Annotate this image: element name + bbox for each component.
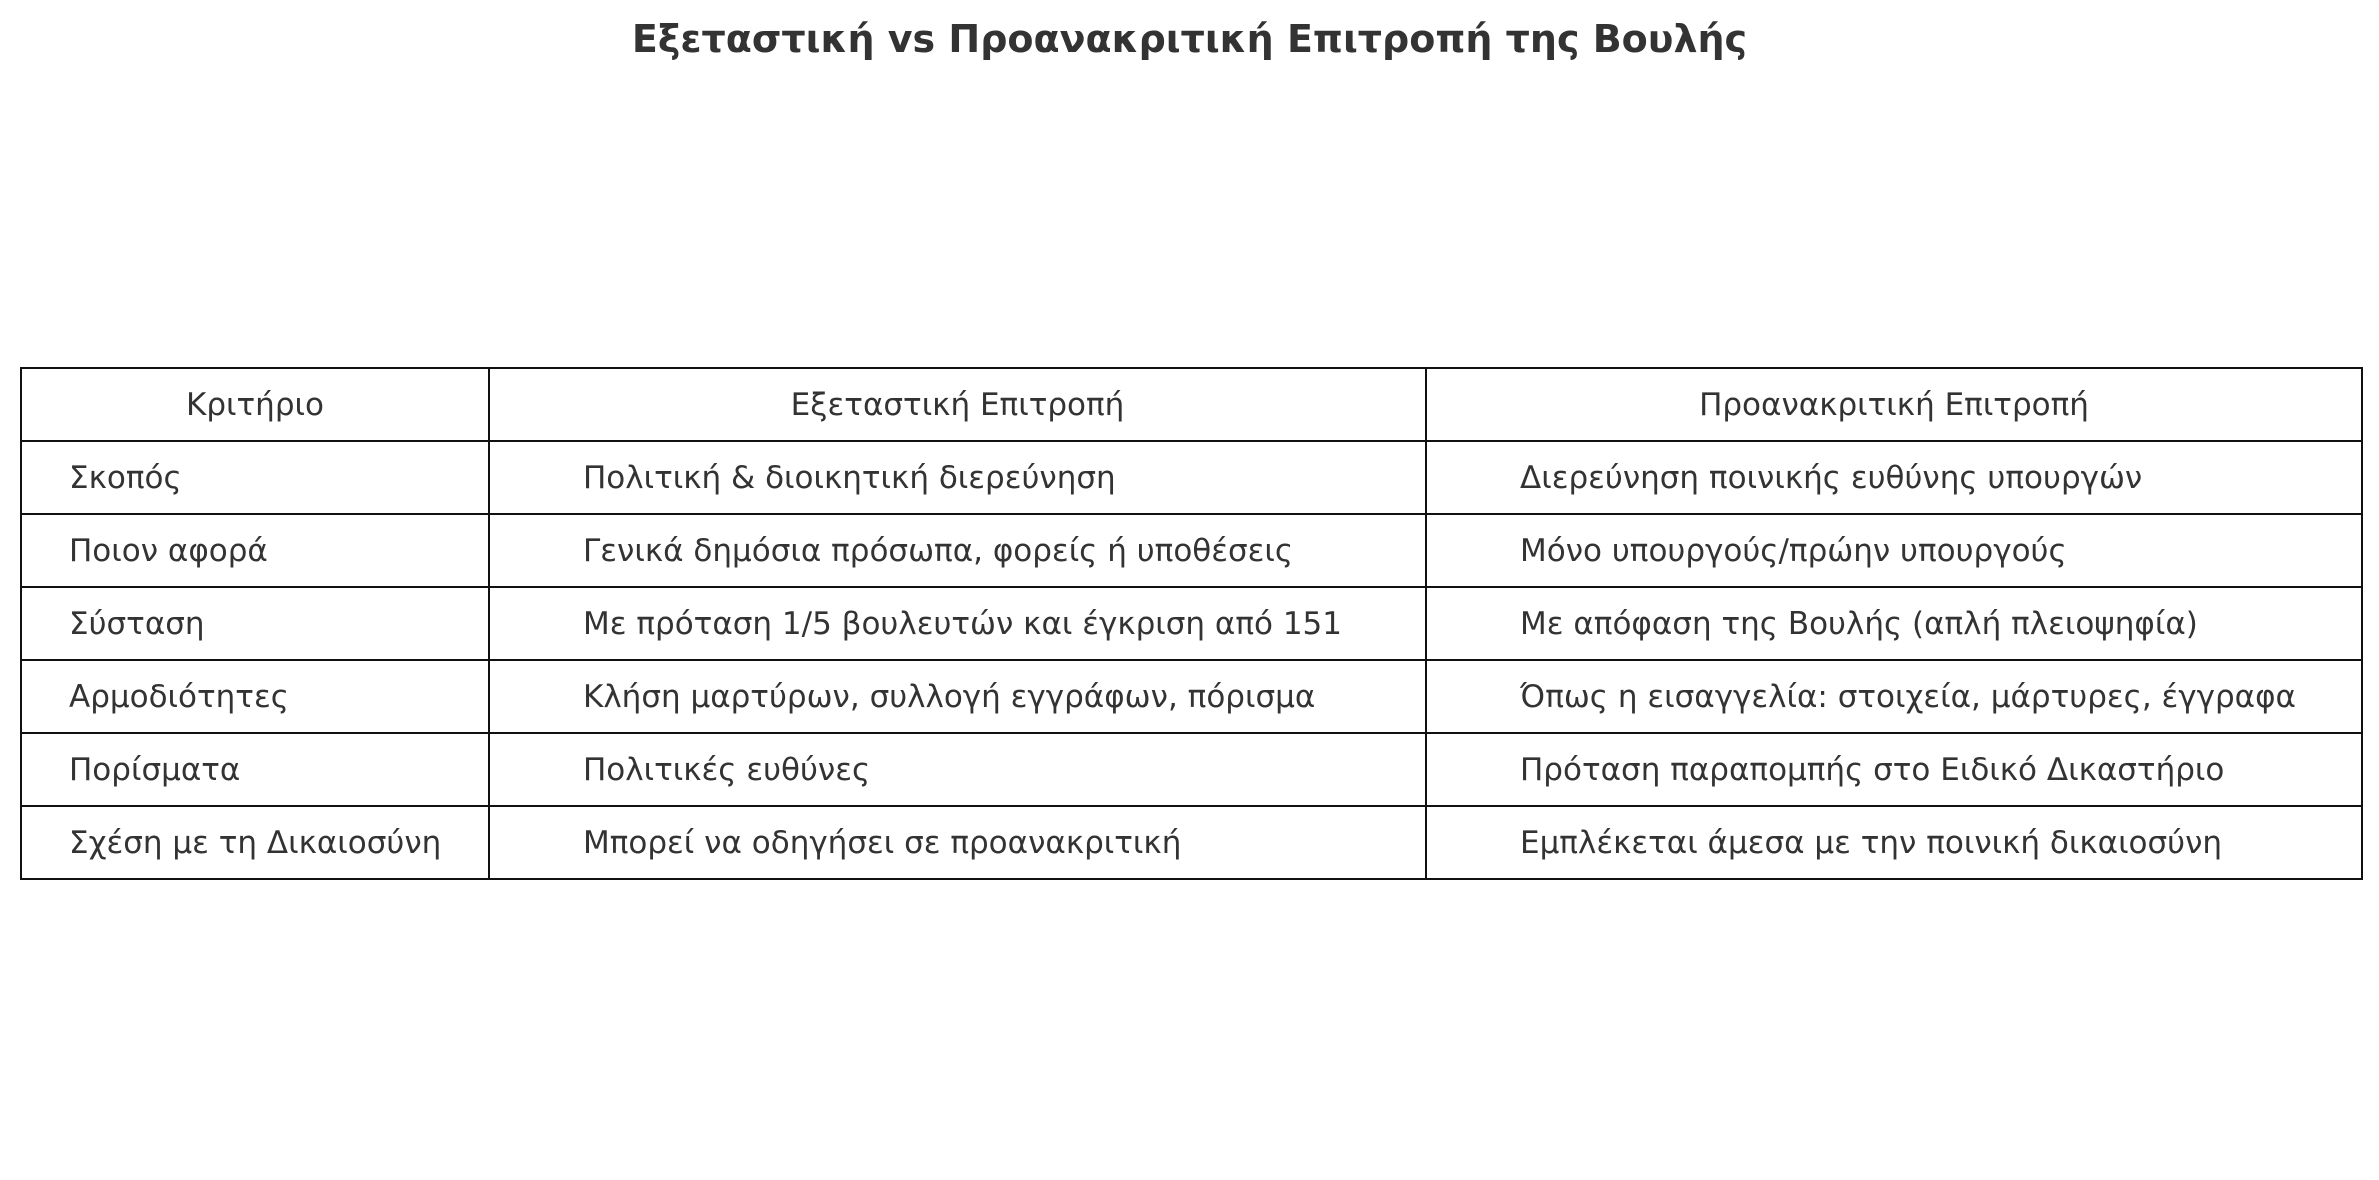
table-cell-investigative: Κλήση μαρτύρων, συλλογή εγγράφων, πόρισμα [489,660,1426,733]
table-cell-criterion: Σχέση με τη Δικαιοσύνη [21,806,489,879]
table-cell-criterion: Σκοπός [21,441,489,514]
chart-title: Εξεταστική vs Προανακριτική Επιτροπή της Βουλής [631,17,1748,61]
table-cell-criterion: Αρμοδιότητες [21,660,489,733]
column-header-criterion: Κριτήριο [21,368,489,441]
table-row [21,441,2362,514]
table-cell-preliminary: Πρόταση παραπομπής στο Ειδικό Δικαστήριο [1426,733,2362,806]
table-cell-preliminary: Διερεύνηση ποινικής ευθύνης υπουργών [1426,441,2362,514]
table-cell-preliminary: Με απόφαση της Βουλής (απλή πλειοψηφία) [1426,587,2362,660]
column-header-investigative-committee: Εξεταστική Επιτροπή [489,368,1426,441]
table-cell-criterion: Πορίσματα [21,733,489,806]
comparison-table [20,367,2363,880]
table-cell-preliminary: Μόνο υπουργούς/πρώην υπουργούς [1426,514,2362,587]
table-cell-investigative: Γενικά δημόσια πρόσωπα, φορείς ή υποθέσεις [489,514,1426,587]
column-header-preliminary-committee: Προανακριτική Επιτροπή [1426,368,2362,441]
table-row [21,514,2362,587]
table-cell-investigative: Με πρόταση 1/5 βουλευτών και έγκριση από 151 [489,587,1426,660]
table-cell-criterion: Ποιον αφορά [21,514,489,587]
table-cell-investigative: Μπορεί να οδηγήσει σε προανακριτική [489,806,1426,879]
table-row [21,733,2362,806]
table-row [21,660,2362,733]
table-header-row [21,368,2362,441]
table-row [21,806,2362,879]
table-cell-preliminary: Όπως η εισαγγελία: στοιχεία, μάρτυρες, έγγραφα [1426,660,2362,733]
table-cell-investigative: Πολιτικές ευθύνες [489,733,1426,806]
table-cell-investigative: Πολιτική & διοικητική διερεύνηση [489,441,1426,514]
table-row [21,587,2362,660]
table-cell-criterion: Σύσταση [21,587,489,660]
table-cell-preliminary: Εμπλέκεται άμεσα με την ποινική δικαιοσύνη [1426,806,2362,879]
